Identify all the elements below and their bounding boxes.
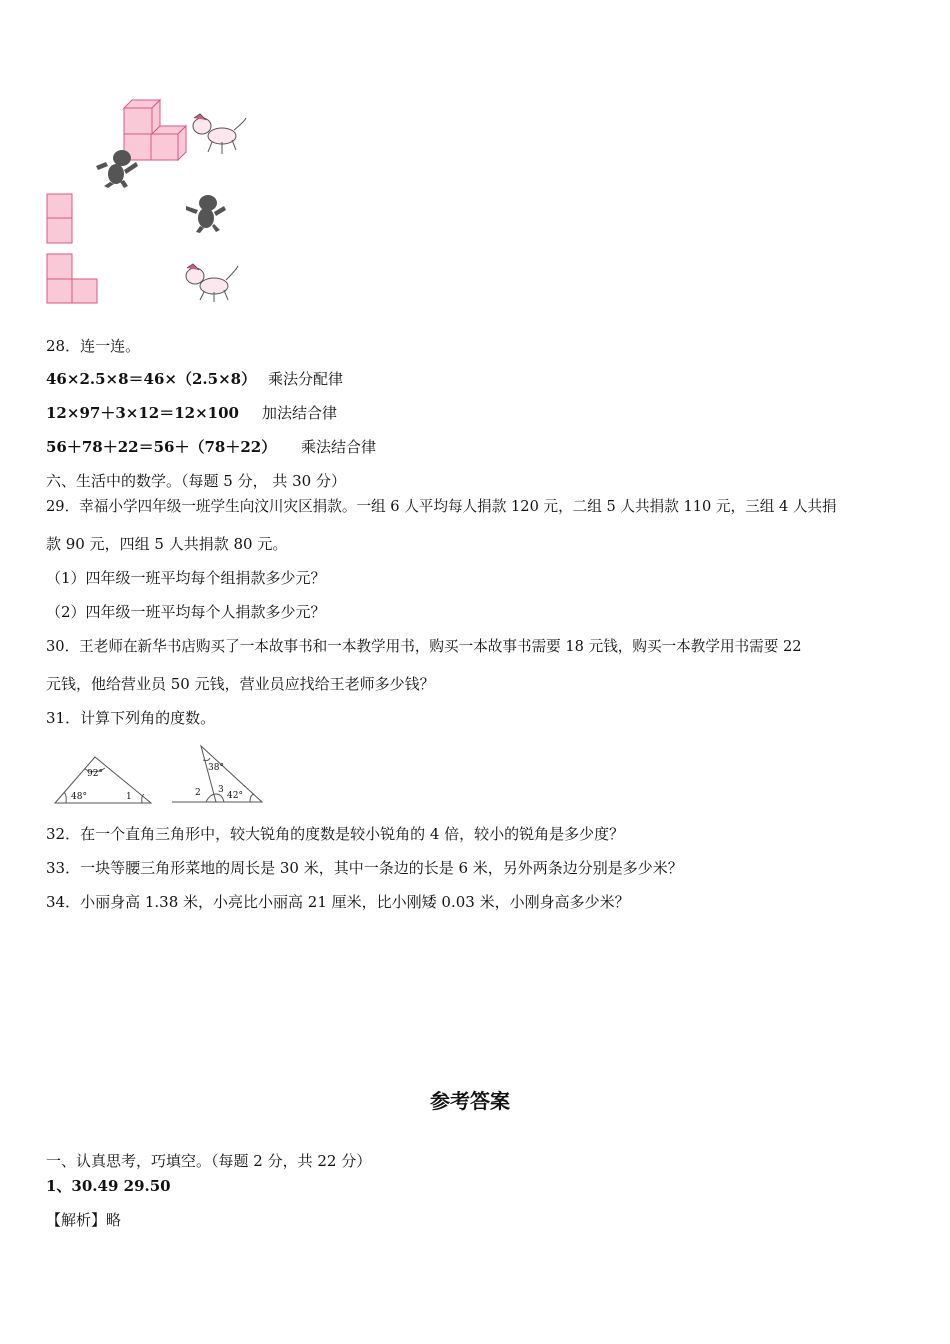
q33: 33．一块等腰三角形菜地的周长是 30 米，其中一条边的长是 6 米，另外两条边分别是多少米？ (46, 859, 683, 877)
view-l-shape (47, 254, 97, 303)
answers-section1: 一、认真思考，巧填空。（每题 2 分，共 22 分） (46, 1152, 372, 1170)
q29-sub2: （2）四年级一班平均每个人捐款多少元？ (46, 603, 326, 621)
q31-title: 31．计算下列角的度数。 (46, 709, 216, 727)
q28-expr-2: 12×97＋3×12＝12×100 (46, 404, 239, 422)
dog-icon-2 (186, 264, 238, 302)
answers-heading: 参考答案 (430, 1089, 510, 1113)
tri2-angle-3: 3 (218, 785, 224, 795)
triangle-2 (172, 746, 262, 802)
q32: 32．在一个直角三角形中，较大锐角的度数是较小锐角的 4 倍，较小的锐角是多少度？ (46, 825, 625, 843)
answer-1-analysis: 【解析】略 (46, 1211, 122, 1229)
q29-line2: 款 90 元，四组 5 人共捐款 80 元。 (46, 535, 288, 553)
q28-law-3: 乘法结合律 (301, 438, 377, 456)
q30-line1: 30．王老师在新华书店购买了一本故事书和一本教学用书，购买一本故事书需要 18 元钱，购买一本教学用书需要 22 (46, 638, 802, 655)
q28-law-1: 乘法分配律 (268, 370, 344, 388)
q28-title: 28．连一连。 (46, 337, 141, 355)
cube-stack (124, 100, 186, 160)
tri2-top-angle: 38° (208, 763, 224, 773)
section6-title: 六、生活中的数学。（每题 5 分， 共 30 分） (46, 472, 346, 490)
tri2-right-angle: 42° (227, 791, 243, 801)
answer-1: 1、30.49 29.50 (46, 1177, 171, 1195)
q29-line1: 29．幸福小学四年级一班学生向汶川灾区捐款。一组 6 人平均每人捐款 120 元，二组 5 人共捐款 110 元，三组 4 人共捐 (46, 498, 837, 515)
q29-sub1: （1）四年级一班平均每个组捐款多少元？ (46, 569, 326, 587)
tri2-angle-2: 2 (195, 788, 201, 798)
monkey-icon-2 (186, 195, 226, 233)
tri1-left-angle: 48° (71, 792, 87, 802)
tri1-top-angle: 92° (87, 769, 103, 779)
q28-expr-1: 46×2.5×8＝46×（2.5×8） (46, 370, 257, 388)
views-figure (0, 0, 950, 320)
q34: 34．小丽身高 1.38 米，小亮比小丽高 21 厘米，比小刚矮 0.03 米，小刚身高多少米？ (46, 893, 630, 911)
q28-expr-3: 56＋78＋22＝56＋（78＋22） (46, 438, 277, 456)
tri1-right-angle: 1 (126, 792, 132, 802)
q30-line2: 元钱，他给营业员 50 元钱，营业员应找给王老师多少钱？ (46, 675, 435, 693)
triangle-1 (55, 757, 151, 803)
dog-icon (193, 114, 246, 154)
view-two-squares (47, 194, 72, 243)
q28-law-2: 加法结合律 (262, 404, 338, 422)
